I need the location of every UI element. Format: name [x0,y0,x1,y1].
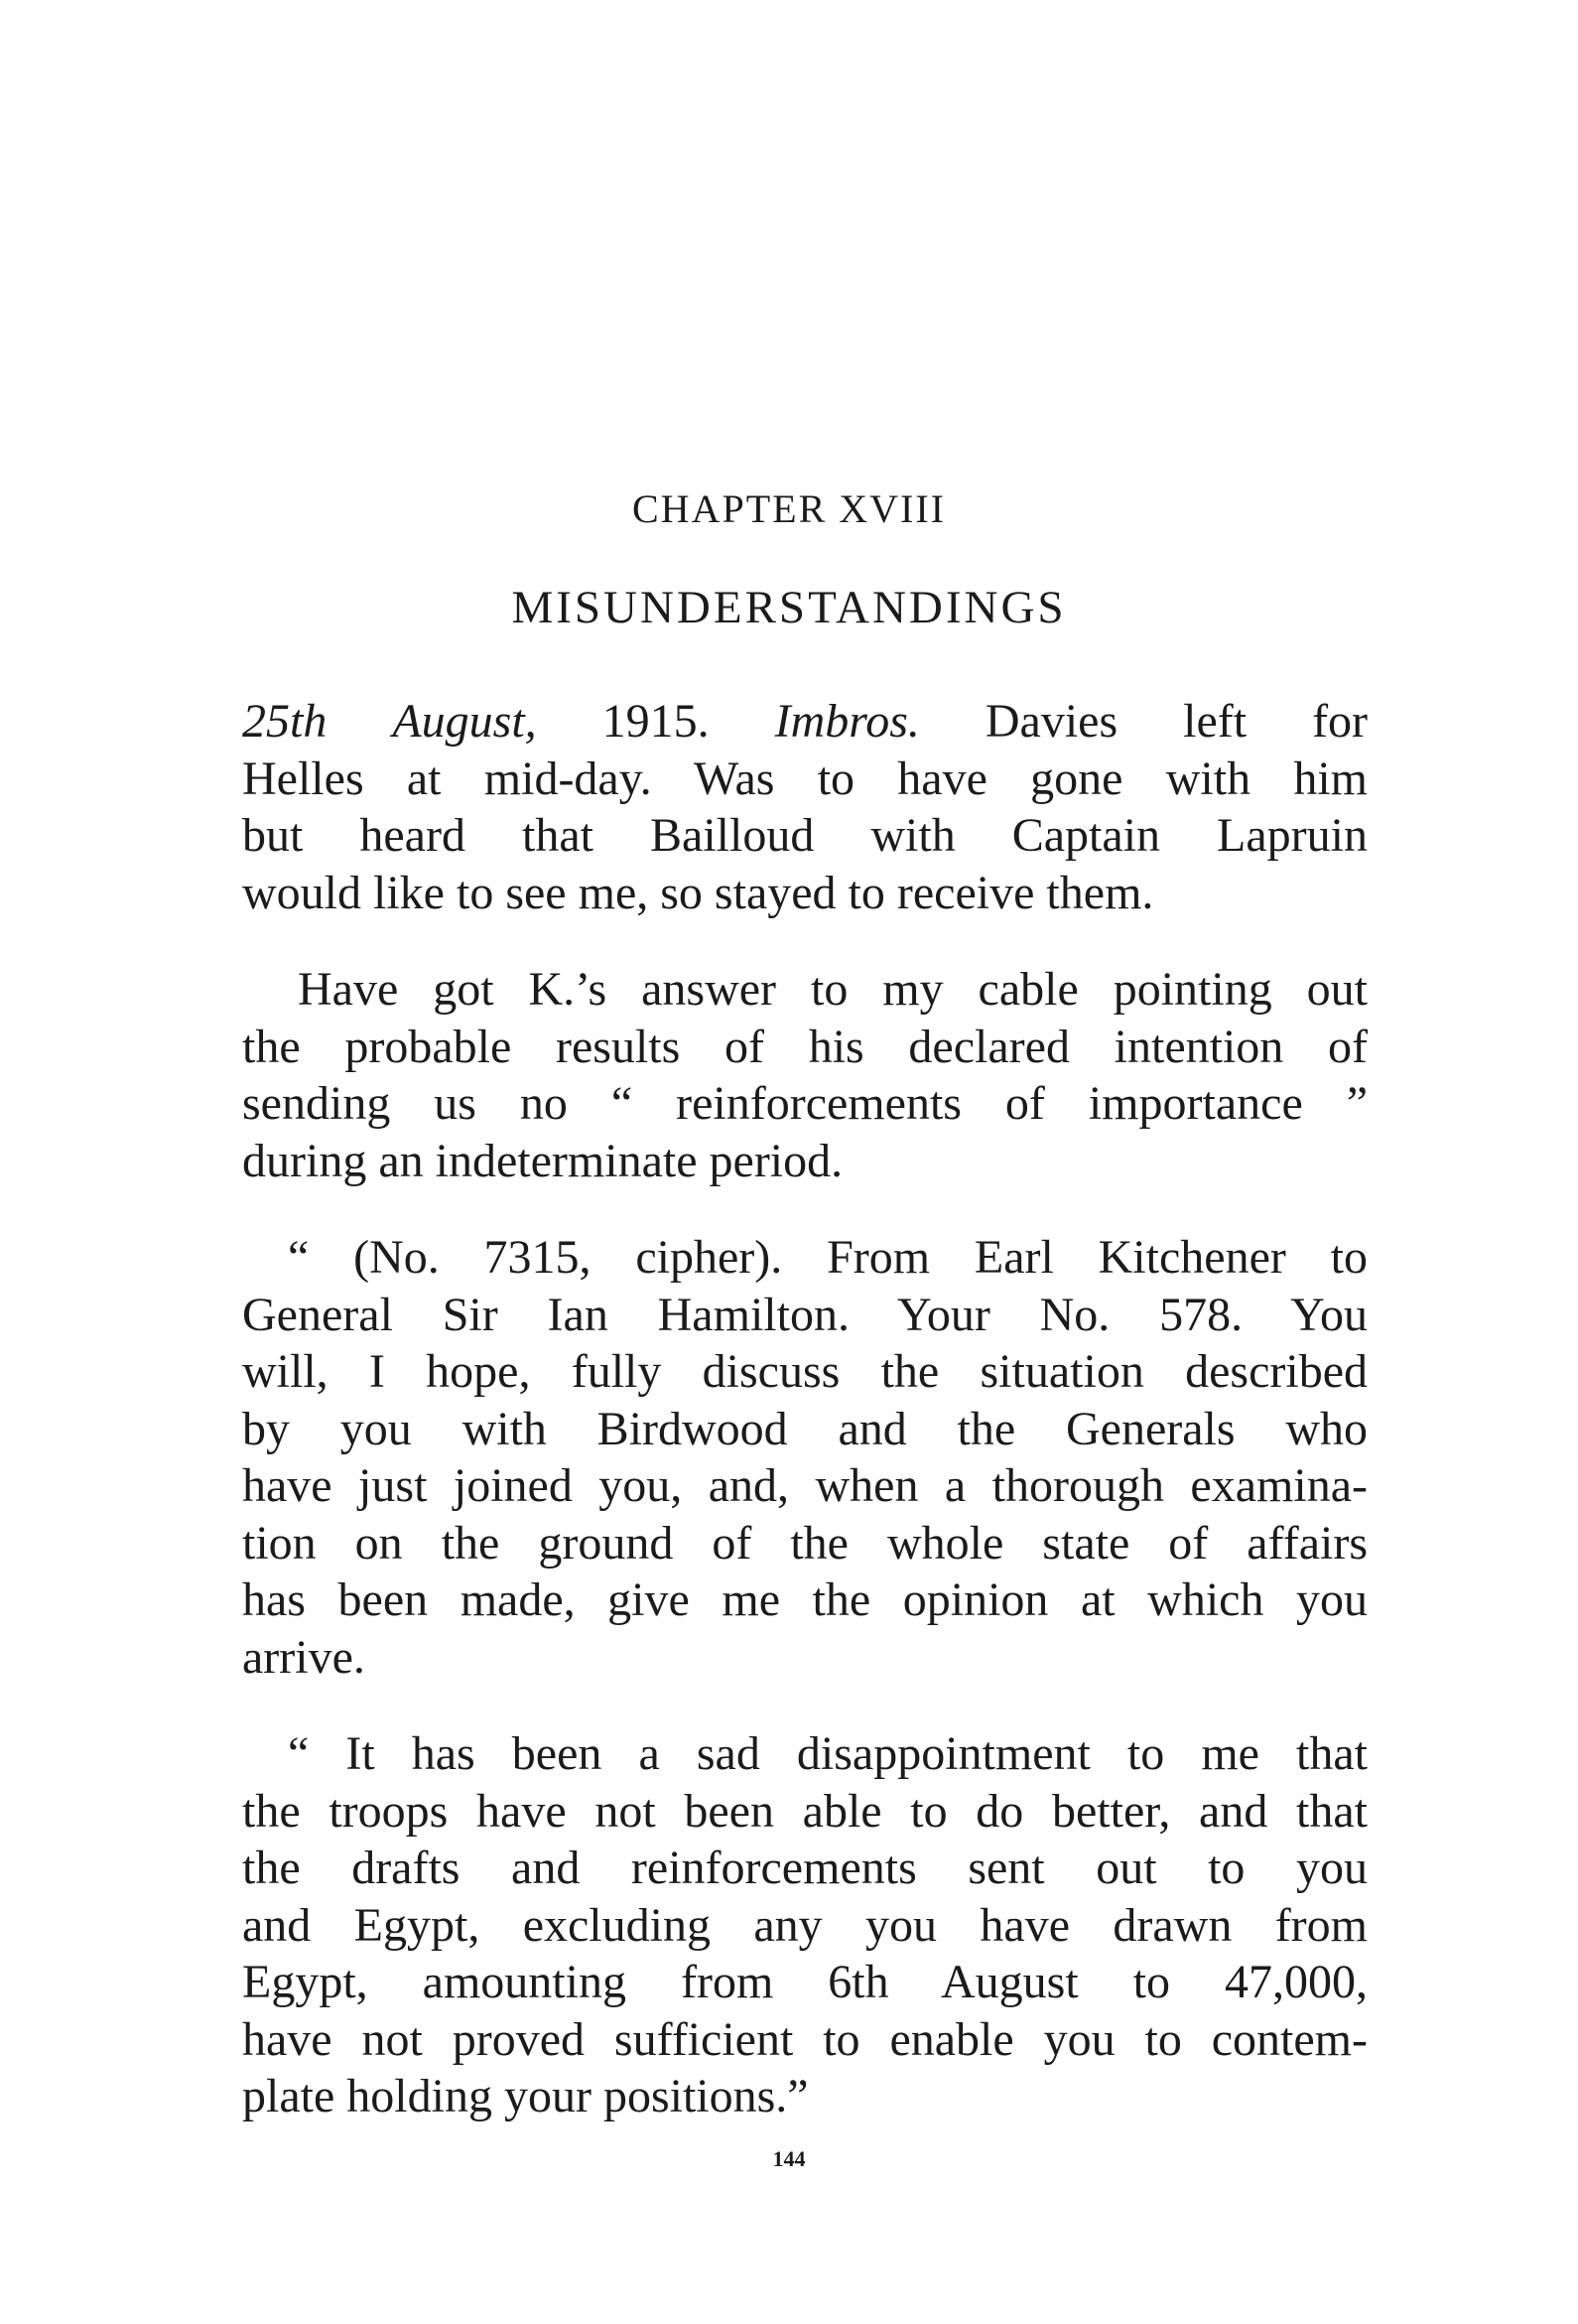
paragraph-gap [242,1686,1368,1725]
entry-date-year: 1915. [601,695,710,748]
text-line: would like to see me, so stayed to receive them. [242,866,1154,919]
paragraph-entry [242,693,1368,921]
text-line: Helles at mid-day. Was to have gone with him [242,752,1368,805]
text-line: the drafts and reinforcements sent out to you [242,1842,1368,1894]
text-line: has been made, give me the opinion at which you [242,1573,1368,1626]
text-line: the troops have not been able to do better, and that [242,1784,1368,1838]
entry-first-line [242,693,1368,751]
text-line: “ (No. 7315, cipher). From Earl Kitchener to [288,1231,1368,1284]
text-line: by you with Birdwood and the Generals who [242,1402,1368,1455]
text-line: during an indeterminate period. [242,1134,844,1187]
paragraph-quote [242,1229,1368,1686]
chapter-number: CHAPTER XVIII [632,486,946,531]
page-number: 144 [772,2146,806,2171]
paragraph-gap [242,1189,1368,1229]
text-line: sending us no “ reinforcements of importance ” [242,1077,1368,1130]
text-line: Egypt, amounting from 6th August to 47,000, [242,1956,1368,2008]
paragraph [242,961,1368,1189]
text-line: will, I hope, fully discuss the situation described [242,1345,1368,1398]
text-line: Have got K.’s answer to my cable pointing out [298,963,1368,1016]
text-line: “ It has been a sad disappointment to me that [288,1727,1368,1780]
text-line: plate holding your positions.” [242,2070,809,2122]
text-line: the probable results of his declared intention of [242,1020,1368,1073]
body-text [242,693,1368,2125]
entry-place: Imbros. [774,695,920,748]
chapter-title: MISUNDERSTANDINGS [511,582,1067,633]
text-line: tion on the ground of the whole state of affairs [242,1516,1368,1570]
paragraph-gap [242,921,1368,961]
text-line: General Sir Ian Hamilton. Your No. 578. You [242,1288,1368,1341]
text-line: have just joined you, and, when a thorough examina- [242,1459,1368,1512]
entry-first-line-rest: Davies left for [985,695,1369,748]
text-line: but heard that Bailloud with Captain Lapruin [242,809,1368,862]
entry-date-day: 25th [242,695,328,748]
text-line: have not proved sufficient to enable you to contem- [242,2012,1368,2066]
entry-date-month: August, [392,695,537,748]
text-line: and Egypt, excluding any you have drawn from [242,1898,1368,1952]
paragraph-quote [242,1725,1368,2125]
text-line: arrive. [242,1630,365,1684]
